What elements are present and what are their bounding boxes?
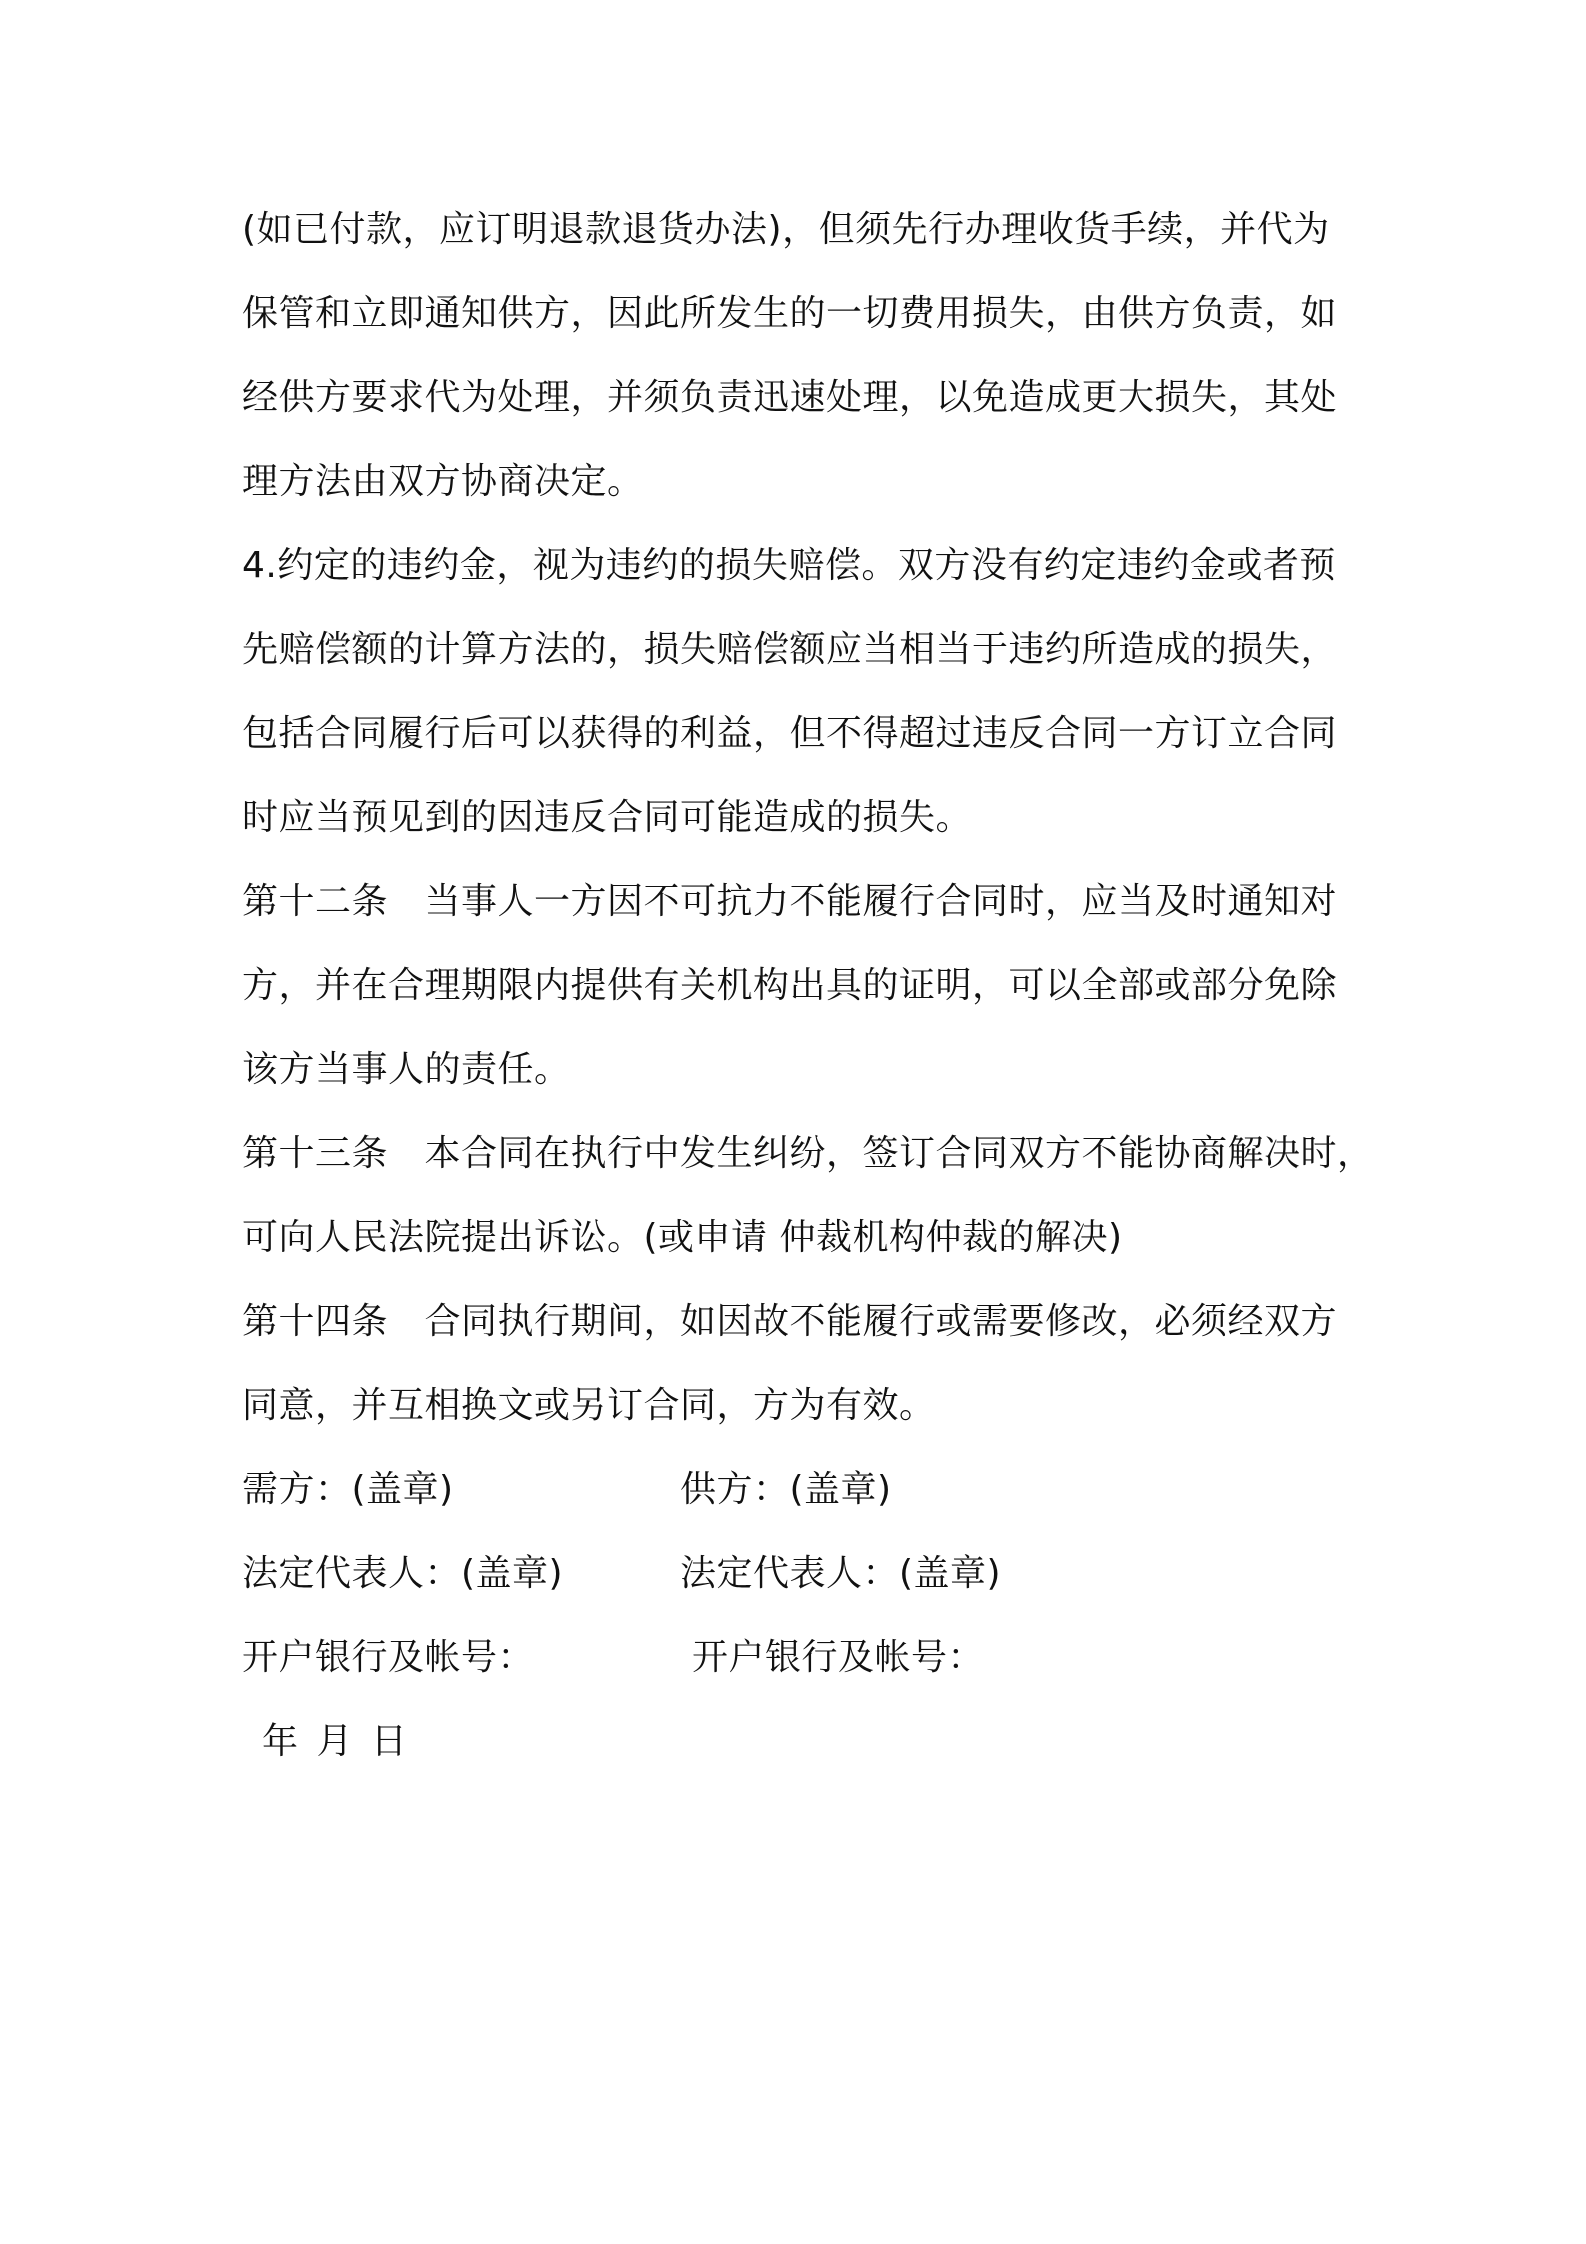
signing-date: 年 月 日: [262, 1721, 408, 1762]
demand-bank-account: 开户银行及帐号：: [242, 1637, 535, 1678]
clause-line-3: 经供方要求代为处理，并须负责迅速处理，以免造成更大损失，其处: [242, 377, 1338, 418]
clause-line-2: 保管和立即通知供方，因此所发生的一切费用损失，由供方负责，如: [242, 293, 1338, 334]
demand-legal-rep: 法定代表人：(盖章): [242, 1553, 564, 1594]
supply-party-seal: 供方：(盖章): [680, 1469, 892, 1510]
clause-line-7: 包括合同履行后可以获得的利益，但不得超过违反合同一方订立合同: [242, 713, 1338, 754]
article-12-line-3: 该方当事人的责任。: [242, 1049, 571, 1090]
clause-line-5: 4.约定的违约金，视为违约的损失赔偿。双方没有约定违约金或者预: [242, 545, 1336, 586]
supply-bank-account: 开户银行及帐号：: [692, 1637, 985, 1678]
clause-line-1: (如已付款，应订明退款退货办法)，但须先行办理收货手续，并代为: [242, 209, 1330, 250]
article-12-line-2: 方，并在合理期限内提供有关机构出具的证明，可以全部或部分免除: [242, 965, 1338, 1006]
article-14-line-2: 同意，并互相换文或另订合同，方为有效。: [242, 1385, 936, 1426]
article-13-line-1: 第十三条 本合同在执行中发生纠纷，签订合同双方不能协商解决时，: [242, 1133, 1374, 1174]
clause-line-8: 时应当预见到的因违反合同可能造成的损失。: [242, 797, 973, 838]
article-12-line-1: 第十二条 当事人一方因不可抗力不能履行合同时，应当及时通知对: [242, 881, 1338, 922]
demand-party-seal: 需方：(盖章): [242, 1469, 454, 1510]
supply-legal-rep: 法定代表人：(盖章): [680, 1553, 1002, 1594]
article-13-line-2: 可向人民法院提出诉讼。(或申请 仲裁机构仲裁的解决): [242, 1217, 1123, 1258]
article-14-line-1: 第十四条 合同执行期间，如因故不能履行或需要修改，必须经双方: [242, 1301, 1338, 1342]
clause-line-4: 理方法由双方协商决定。: [242, 461, 644, 502]
clause-line-6: 先赔偿额的计算方法的，损失赔偿额应当相当于违约所造成的损失，: [242, 629, 1338, 670]
